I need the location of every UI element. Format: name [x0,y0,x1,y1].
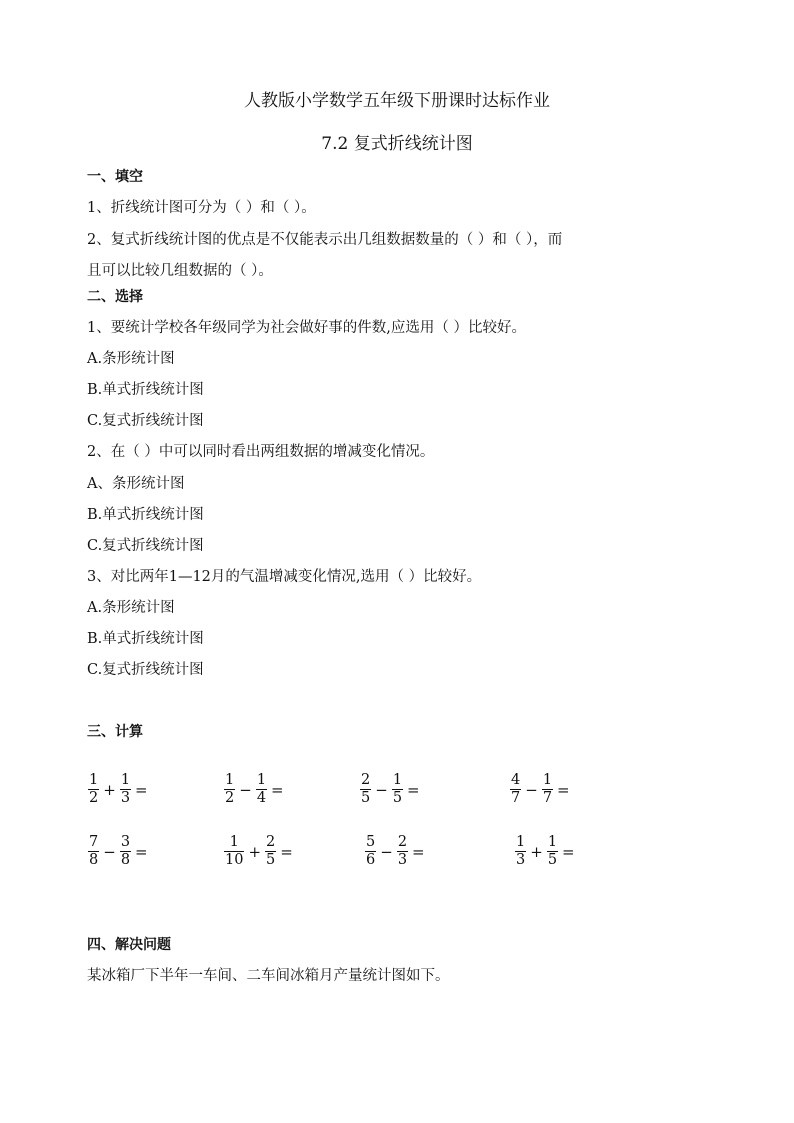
choice-question-3-option-a: A.条形统计图 [87,600,175,616]
fraction: $\frac{1}{5}$ [547,834,558,868]
choice-question-3-option-b: B.单式折线统计图 [87,631,204,647]
equals-sign: = [135,842,148,861]
problem-solving-text: 某冰箱厂下半年一车间、二车间冰箱月产量统计图如下。 [87,968,450,984]
section-choice-heading: 二、选择 [87,289,143,305]
equals-sign: = [557,780,570,799]
calc-problem [514,834,578,869]
operator: − [239,780,252,799]
operator: − [525,780,538,799]
fraction: $\frac{1}{2}$ [225,772,235,806]
calc-problem [223,834,296,869]
section-fill-blank-heading: 一、填空 [87,169,143,185]
operator: − [380,842,393,861]
choice-question-3: 3、对比两年1—12月的气温增减变化情况,选用（ ）比较好。 [87,569,482,585]
calc-problem [223,772,287,807]
choice-question-1-option-a: A.条形统计图 [87,351,175,367]
fill-question-2-line-2: 且可以比较几组数据的（ ）。 [87,263,273,279]
calc-problem [509,772,573,807]
operator: + [530,842,543,861]
fraction: $\frac{1}{4}$ [256,772,267,806]
fraction: $\frac{5}{6}$ [366,834,376,868]
operator: + [103,780,116,799]
equals-sign: = [135,780,148,799]
equals-sign: = [412,842,425,861]
choice-question-3-option-c: C.复式折线统计图 [87,662,204,678]
fraction: $\frac{1}{2}$ [89,772,99,806]
fraction: $\frac{1}{3}$ [120,772,131,806]
fraction: $\frac{1}{3}$ [516,834,526,868]
operator: + [248,842,262,861]
fill-question-2-line-1: 2、复式折线统计图的优点是不仅能表示出几组数据数量的（ ）和（ ），而 [87,232,563,248]
operator: − [375,780,388,799]
choice-question-2-option-b: B.单式折线统计图 [87,507,204,523]
choice-question-2-option-c: C.复式折线统计图 [87,538,204,554]
choice-question-2: 2、在（ ）中可以同时看出两组数据的增减变化情况。 [87,444,435,460]
equals-sign: = [280,842,293,861]
fraction: $\frac{1}{7}$ [542,772,553,806]
choice-question-1: 1、要统计学校各年级同学为社会做好事的件数,应选用（ ）比较好。 [87,320,526,336]
fraction: $\frac{2}{3}$ [397,834,408,868]
section-problem-solving-heading: 四、解决问题 [87,937,171,953]
equals-sign: = [407,780,420,799]
document-subtitle: 7.2 复式折线统计图 [321,134,473,154]
fill-question-1: 1、折线统计图可分为（ ）和（ ）。 [87,200,316,216]
section-calculation-heading: 三、计算 [87,724,143,740]
calc-problem [87,834,151,869]
equals-sign: = [562,842,575,861]
fraction: $\frac{7}{8}$ [89,834,99,868]
choice-question-1-option-c: C.复式折线统计图 [87,413,204,429]
fraction: $\frac{3}{8}$ [120,834,131,868]
choice-question-2-option-a: A、条形统计图 [87,476,185,492]
calc-problem [87,772,151,807]
operator: − [103,842,116,861]
fraction: $\frac{1}{10}$ [225,834,244,868]
fraction: $\frac{2}{5}$ [361,772,371,806]
calc-problem [364,834,428,869]
equals-sign: = [271,780,284,799]
fraction: $\frac{2}{5}$ [266,834,276,868]
calc-problem [359,772,423,807]
fraction: $\frac{1}{5}$ [392,772,403,806]
fraction: $\frac{4}{7}$ [511,772,521,806]
document-title: 人教版小学数学五年级下册课时达标作业 [244,91,550,111]
choice-question-1-option-b: B.单式折线统计图 [87,382,204,398]
